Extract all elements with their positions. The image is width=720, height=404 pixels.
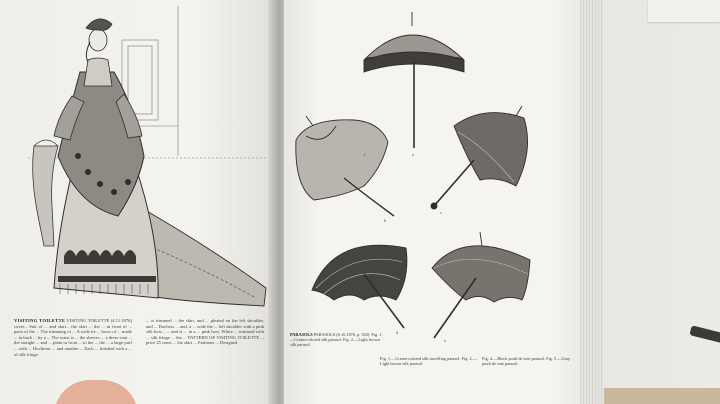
plate-letter-b: b — [384, 218, 386, 223]
parasols-caption-b — [482, 356, 576, 366]
plate-letter-c: c — [440, 210, 442, 215]
parasols-caption — [290, 332, 386, 348]
left-page — [0, 0, 276, 404]
parasols-text: PARASOLS (6.10.1876, p. 392). Fig. 1.—Cream-colored silk parasol. Fig. 2.—Light brown silk parasol. — [290, 332, 383, 348]
caption-text-2: ... is trimmed ... the skirt, and ... pleated on the left shoulder, and ... Duchess ... and, a ... wide the ... left shoulder with a pink silk bow... ... and is ... in a ... pink bow. White ... trimmed with ... silk fringe ... the ... PATTERN OF VISITING TOILETTE ... price 25 cents ... the skirt ... Fashions ... Designed — [146, 318, 264, 346]
caption-text-1: VISITING TOILETTE (4.11.1876) cover... Suit of ... and skirt... the skirt ... the ... in front of ... parts of the ... The trimming of ... A wide tie ... bows of ... made ... in back ... by a ... The waist is ... the sleeves ... a dress-coat ... the straight ... and ... plain in front ... to the ... the ... a large puff ... with ... Duchesse ... and another ... Each ... finished with a ... of silk fringe. — [14, 318, 132, 357]
parasol-c — [431, 106, 528, 209]
note-card — [648, 0, 720, 22]
parasol-b — [296, 116, 394, 216]
plate-letter-d: d — [396, 330, 398, 335]
parasols-heading: PARASOLS — [290, 332, 313, 337]
parasol-e — [432, 232, 530, 338]
visiting-toilette-caption — [14, 318, 264, 394]
plate-letter-e: e — [444, 338, 446, 343]
parasol-a — [364, 12, 464, 148]
parasols-caption-a-text: Fig. 1.—Cream-colored silk travelling parasol. Fig. 2.—Light brown silk parasol. — [380, 356, 478, 367]
plate-letter-a: a — [412, 152, 414, 157]
parasol-d — [312, 245, 407, 328]
parasols-caption-a — [380, 356, 480, 366]
parasols-caption-b-text: Fig. 4.—Black poult de soie parasol. Fig. 5.—Gray poult de soie parasol. — [482, 356, 571, 367]
caption-column-2 — [146, 318, 264, 394]
page-stack-edge — [580, 0, 604, 404]
right-page — [284, 0, 586, 404]
visiting-toilette-illustration — [28, 6, 268, 314]
plate-letter-f: f — [364, 152, 366, 157]
caption-heading: VISITING TOILETTE — [14, 318, 66, 323]
